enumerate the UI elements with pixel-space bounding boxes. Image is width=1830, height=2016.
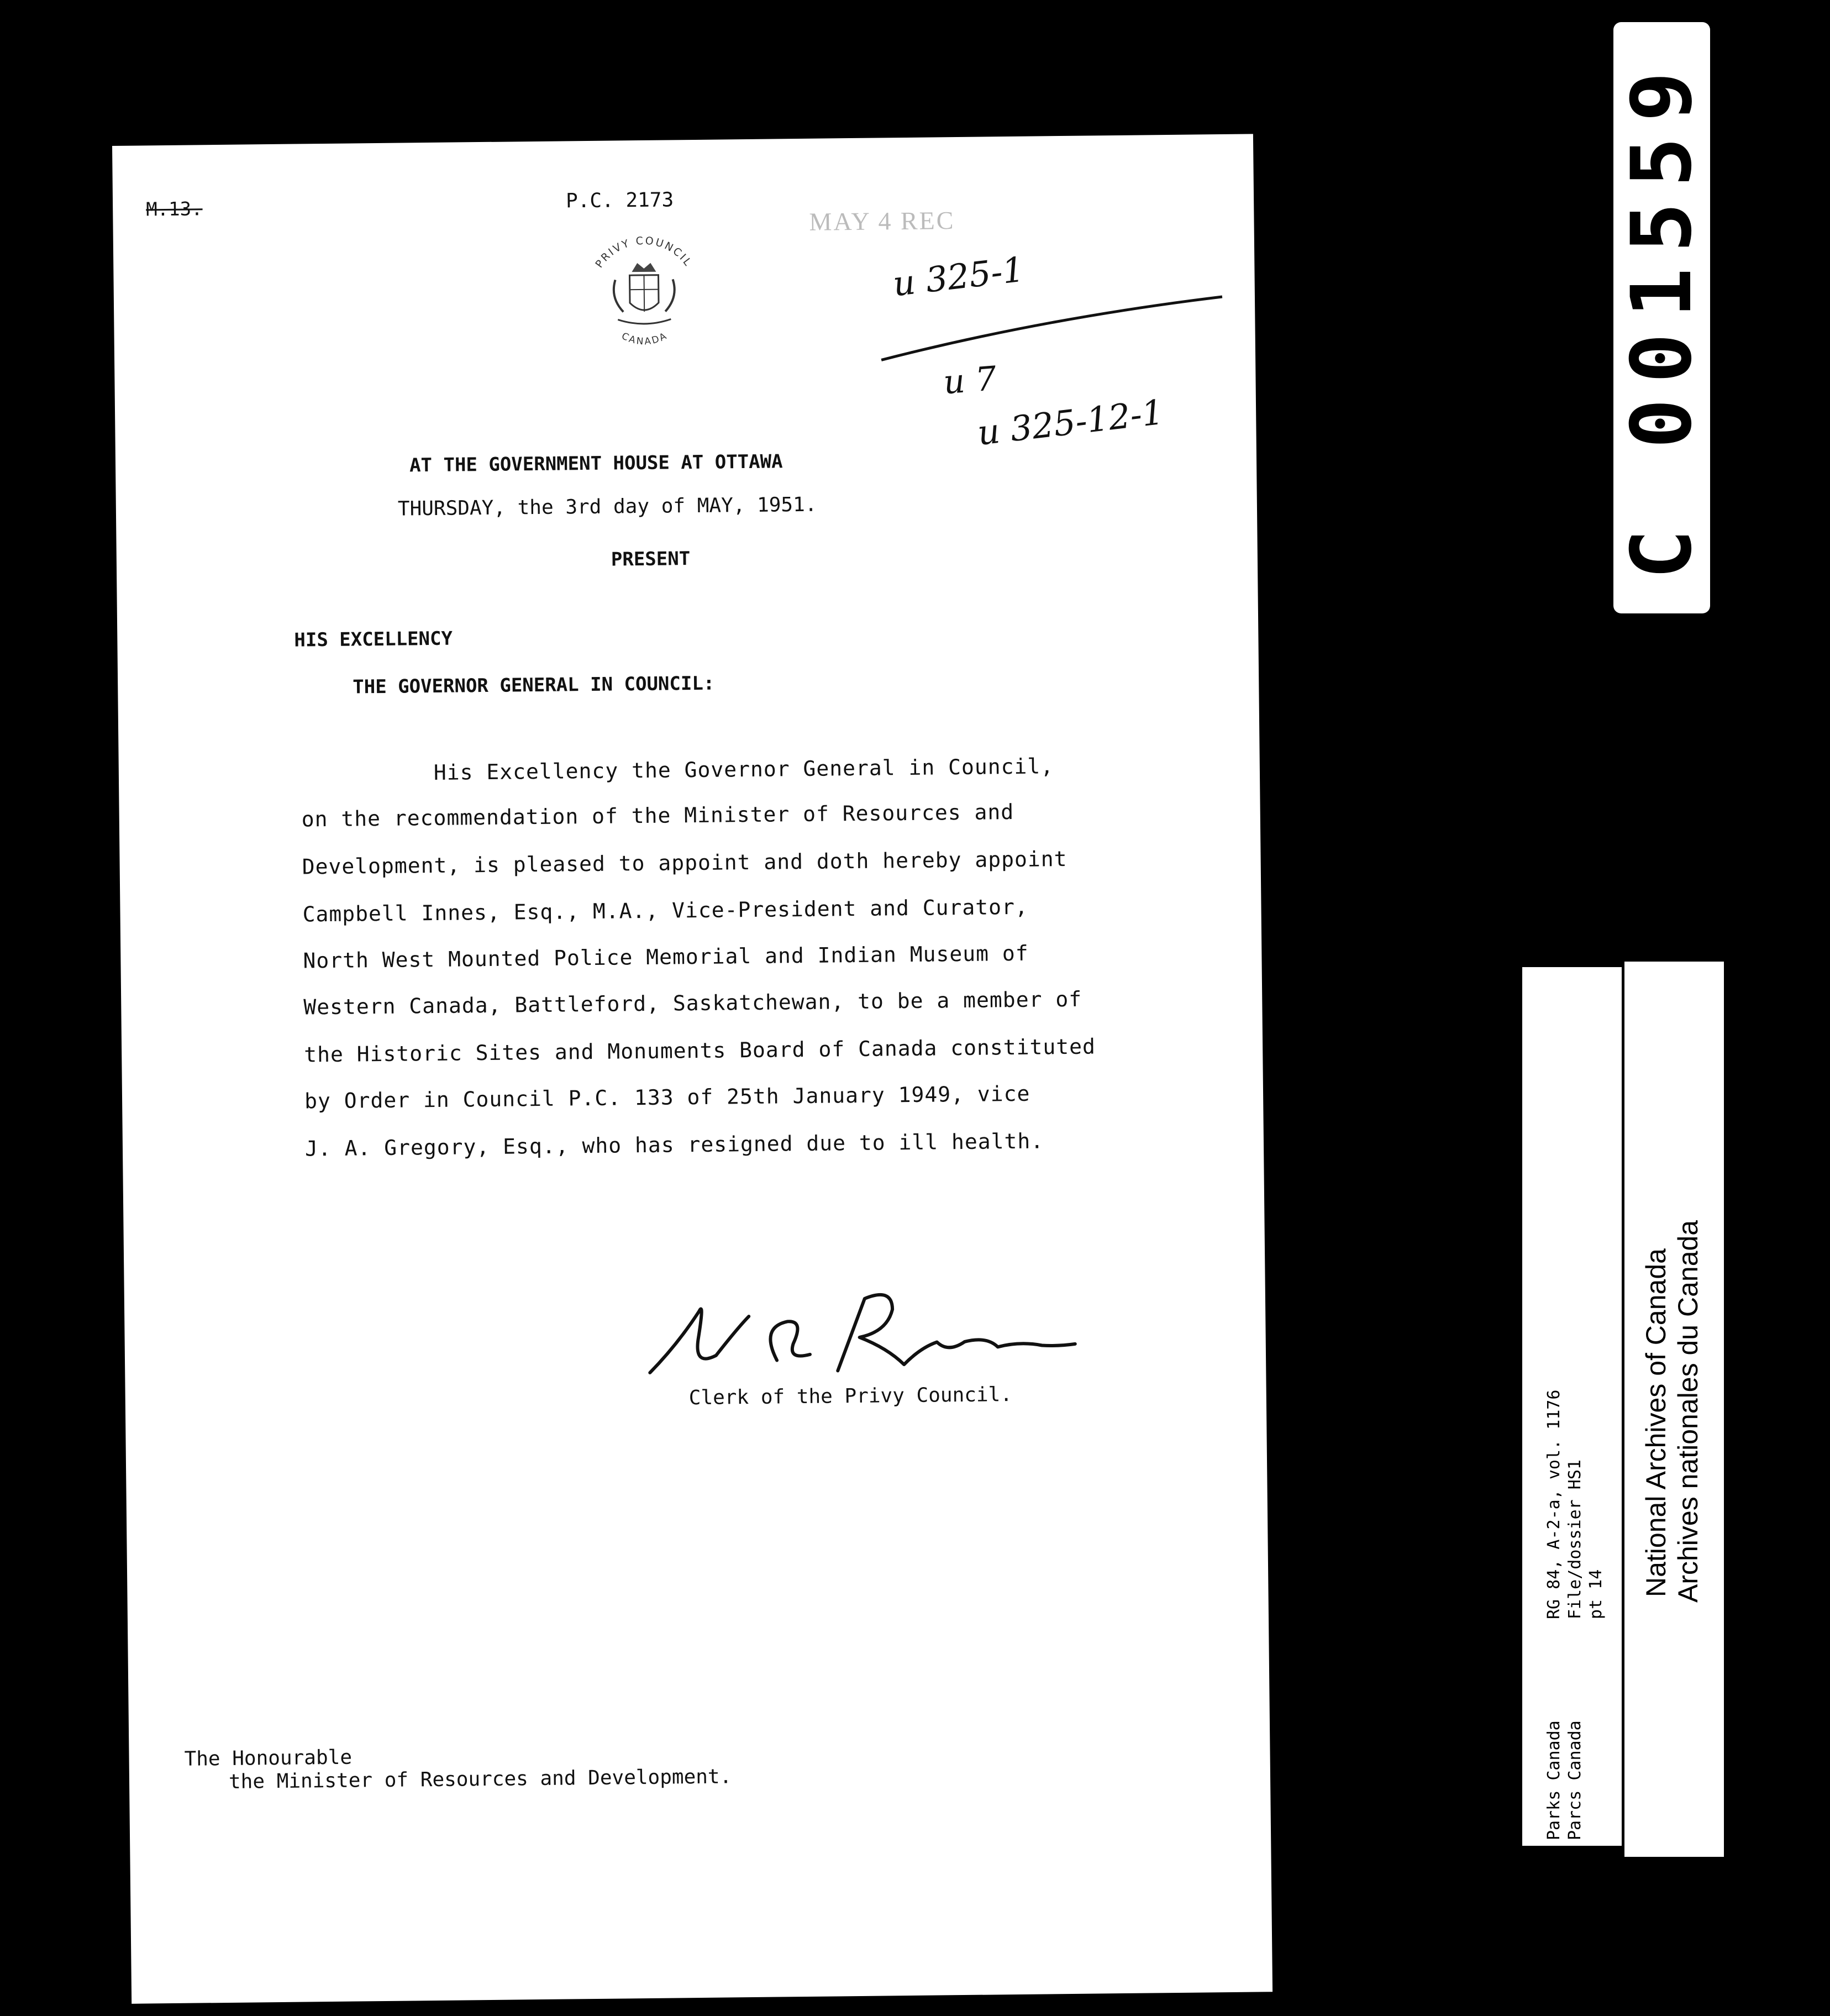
body-line: His Excellency the Governor General in Council,: [433, 754, 1054, 785]
body-line: on the recommendation of the Minister of Resources and: [301, 799, 1014, 832]
handwritten-line: [876, 284, 1230, 365]
reference-line-2: File/dossier HS1: [1565, 1460, 1585, 1619]
handwritten-note-1: u 325-1: [891, 249, 1027, 305]
privy-council-crest-icon: [577, 228, 712, 363]
institution-line-1: National Archives of Canada: [1640, 1248, 1671, 1597]
body-line: J. A. Gregory, Esq., who has resigned due to ill health.: [304, 1128, 1044, 1161]
body-line: the Historic Sites and Monuments Board of Canada constituted: [304, 1034, 1096, 1067]
pc-number: P.C. 2173: [565, 188, 674, 213]
image-number: C 001559: [1613, 56, 1710, 580]
handwritten-note-2: u 7: [942, 359, 998, 402]
svg-text:PRIVY COUNCIL: [593, 234, 695, 270]
archives-institution-label: [1624, 962, 1724, 1857]
handwritten-note-3: u 325-12-1: [975, 391, 1166, 454]
reference-line-3: pt 14: [1586, 1569, 1606, 1619]
heading-line-1: AT THE GOVERNMENT HOUSE AT OTTAWA: [409, 450, 783, 477]
body-line: by Order in Council P.C. 133 of 25th January 1949, vice: [304, 1081, 1030, 1114]
body-line: North West Mounted Police Memorial and Indian Museum of: [303, 941, 1029, 973]
clerk-signature: [633, 1274, 1087, 1390]
footer-line-1: The Honourable: [184, 1746, 353, 1771]
crest-top-label: PRIVY COUNCIL: [593, 234, 695, 270]
document-page: [112, 134, 1272, 2003]
agency-line-1: Parks Canada: [1544, 1720, 1564, 1840]
heading-line-2: THURSDAY, the 3rd day of MAY, 1951.: [397, 493, 817, 521]
signature-title: Clerk of the Privy Council.: [688, 1383, 1013, 1410]
body-line: Western Canada, Battleford, Saskatchewan, to be a member of: [303, 986, 1082, 1020]
footer-line-2: the Minister of Resources and Development.: [228, 1765, 732, 1793]
crest-bottom-label: CANADA: [619, 330, 670, 348]
archive-reference-label: [1522, 967, 1622, 1846]
body-line: Development, is pleased to appoint and doth hereby appoint: [302, 846, 1068, 879]
svg-text:CANADA: [619, 330, 670, 348]
file-code: M.13.: [146, 198, 203, 221]
body-line: Campbell Innes, Esq., M.A., Vice-President and Curator,: [302, 894, 1029, 927]
heading-present: PRESENT: [611, 548, 691, 571]
addressee-line-1: HIS EXCELLENCY: [294, 627, 453, 652]
reference-line-1: RG 84, A-2-a, vol. 1176: [1544, 1389, 1564, 1619]
image-number-strip: [1613, 22, 1710, 613]
addressee-line-2: THE GOVERNOR GENERAL IN COUNCIL:: [353, 672, 715, 699]
agency-line-2: Parcs Canada: [1565, 1720, 1585, 1840]
institution-line-2: Archives nationales du Canada: [1673, 1220, 1703, 1603]
received-stamp: MAY 4 REC: [809, 206, 955, 236]
